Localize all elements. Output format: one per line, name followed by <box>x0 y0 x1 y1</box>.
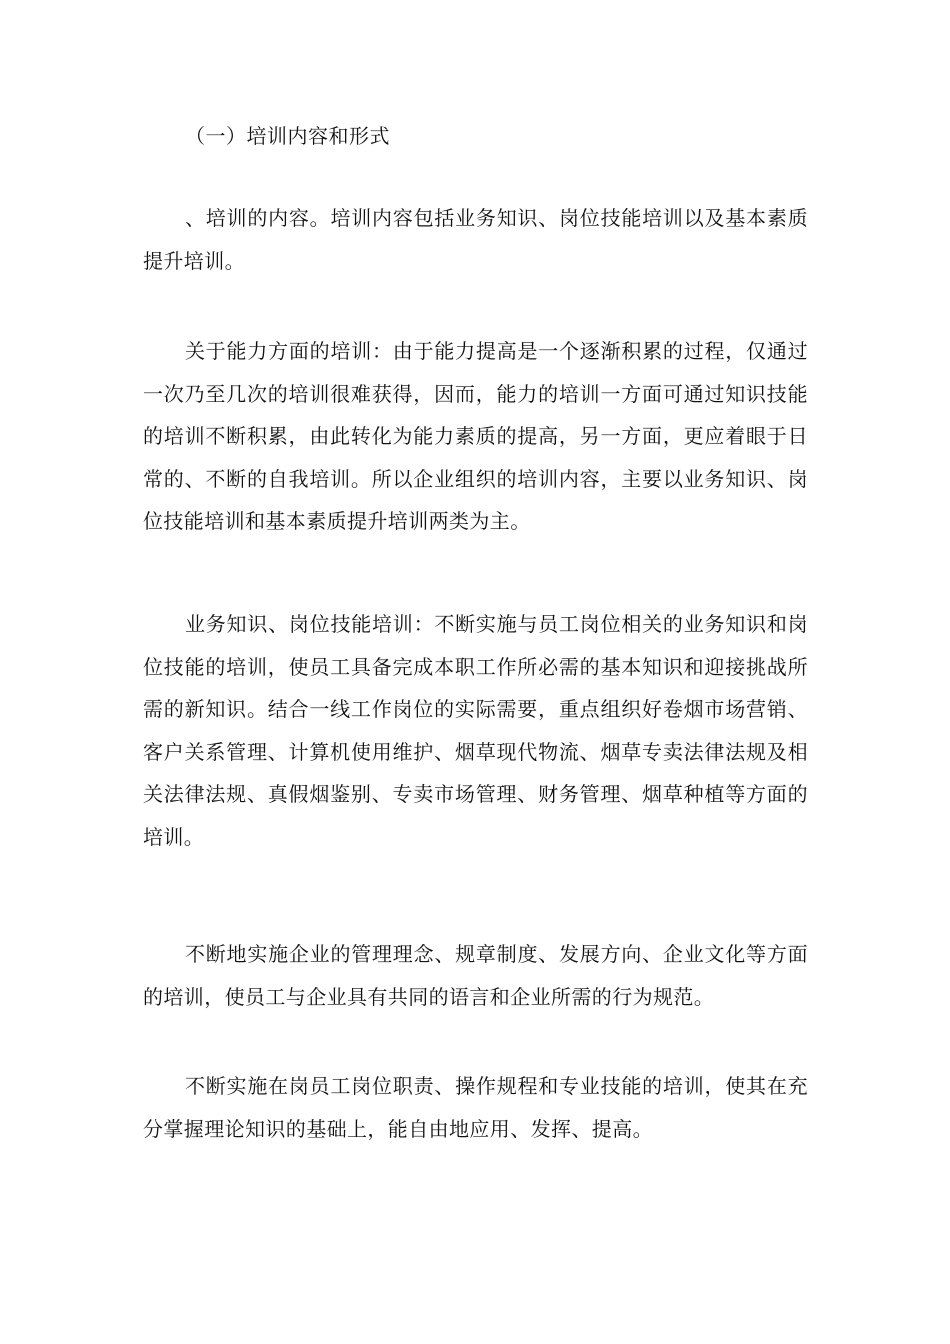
paragraph-training-content: 、培训的内容。培训内容包括业务知识、岗位技能培训以及基本素质提升培训。 <box>143 206 808 273</box>
paragraph-business-skills-training: 业务知识、岗位技能培训：不断实施与员工岗位相关的业务知识和岗位技能的培训，使员工具备完成本职工作所必需的基本知识和迎接挑战所需的新知识。结合一线工作岗位的实际需要，重点组织好卷烟市场营销、客户关系管理、计算机使用维护、烟草现代物流、烟草专卖法律法规及相关法律法规、真假烟鉴别、专卖市场管理、财务管理、烟草种植等方面的培训。 <box>143 612 808 849</box>
paragraph-onduty-staff-training: 不断实施在岗员工岗位职责、操作规程和专业技能的培训，使其在充分掌握理论知识的基础上，能自由地应用、发挥、提高。 <box>143 1074 808 1141</box>
section-heading: （一）培训内容和形式 <box>185 124 390 148</box>
paragraph-ability-training: 关于能力方面的培训：由于能力提高是一个逐渐积累的过程，仅通过一次乃至几次的培训很难获得，因而，能力的培训一方面可通过知识技能的培训不断积累，由此转化为能力素质的提高，另一方面，更应着眼于日常的、不断的自我培训。所以企业组织的培训内容，主要以业务知识、岗位技能培训和基本素质提升培训两类为主。 <box>143 339 808 533</box>
paragraph-management-culture-training: 不断地实施企业的管理理念、规章制度、发展方向、企业文化等方面的培训，使员工与企业具有共同的语言和企业所需的行为规范。 <box>143 942 808 1009</box>
